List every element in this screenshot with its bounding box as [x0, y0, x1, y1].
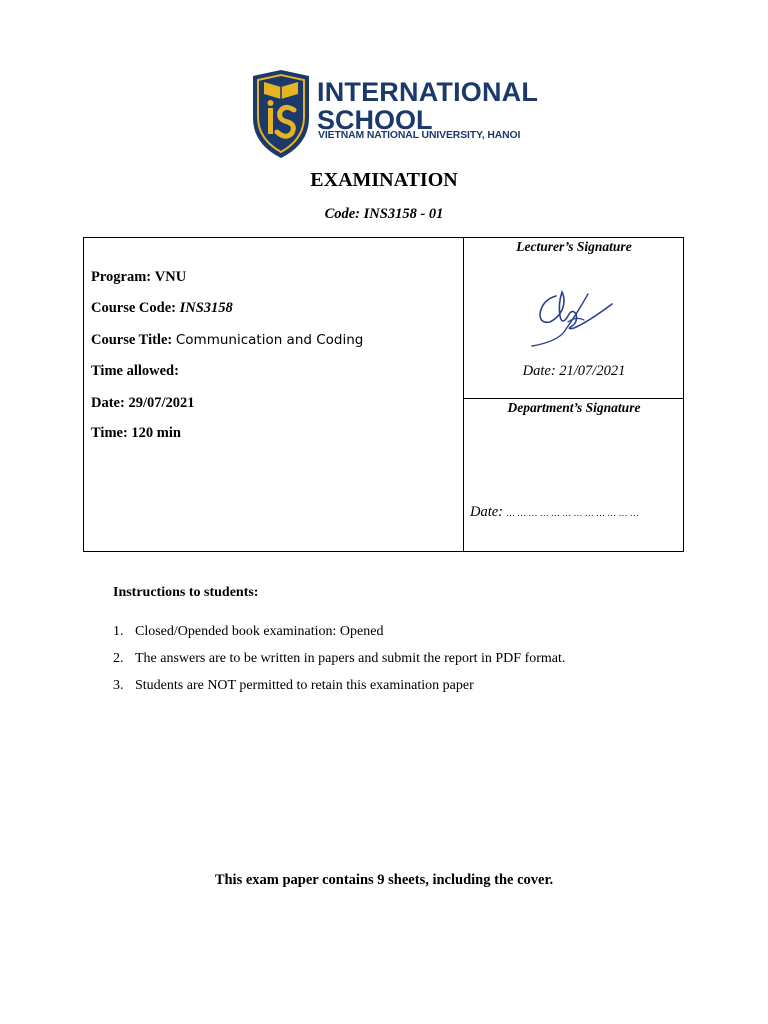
exam-code: Code: INS3158 - 01 [324, 206, 444, 222]
table-divider-vertical [463, 237, 464, 552]
course-code-label: Course Code: [91, 300, 176, 316]
time-value: 120 min [131, 425, 181, 441]
lecturer-date: Date: 21/07/2021 [522, 363, 626, 379]
instruction-item [113, 624, 383, 640]
date-label: Date: [91, 395, 125, 411]
department-date-blank: … … … … … … … … … … … … [506, 508, 639, 518]
logo-line-international: INTERNATIONAL [317, 77, 539, 107]
department-date-label: Date: [470, 504, 504, 520]
lecturer-signature-image [528, 286, 618, 348]
time-row [91, 425, 181, 442]
instruction-number: 3. [113, 678, 124, 693]
program-row [91, 269, 186, 286]
time-allowed-row [91, 363, 179, 380]
course-code-value: INS3158 [179, 300, 233, 316]
instruction-text: The answers are to be written in papers and submit the report in PDF format. [135, 651, 566, 666]
date-value: 29/07/2021 [128, 395, 195, 411]
school-emblem-icon [250, 68, 312, 160]
instruction-text: Closed/Opended book examination: Opened [135, 624, 384, 639]
instruction-number: 2. [113, 651, 124, 666]
time-allowed-label: Time allowed: [91, 363, 179, 379]
course-title-value: Communication and Coding [175, 332, 364, 348]
instruction-item [113, 651, 565, 667]
table-divider-horizontal [463, 398, 684, 399]
sheet-count-note: This exam paper contains 9 sheets, including the cover. [214, 872, 554, 888]
school-logo [250, 68, 539, 160]
logo-line-university: VIETNAM NATIONAL UNIVERSITY, HANOI [318, 130, 521, 141]
lecturer-signature-heading: Lecturer’s Signature [516, 239, 632, 254]
course-title-row [91, 332, 363, 349]
instruction-item [113, 678, 474, 694]
department-date [470, 504, 639, 521]
department-signature-heading: Department’s Signature [507, 400, 641, 415]
logo-line-school: SCHOOL [317, 105, 433, 135]
instruction-number: 1. [113, 624, 124, 639]
course-code-row [91, 300, 233, 317]
date-row [91, 395, 195, 412]
program-value: VNU [154, 269, 187, 285]
program-label: Program: [91, 269, 152, 285]
page-title: EXAMINATION [310, 169, 458, 191]
instructions-heading: Instructions to students: [113, 585, 259, 600]
instruction-text: Students are NOT permitted to retain this examination paper [135, 678, 474, 693]
time-label: Time: [91, 425, 128, 441]
course-title-label: Course Title: [91, 332, 173, 348]
